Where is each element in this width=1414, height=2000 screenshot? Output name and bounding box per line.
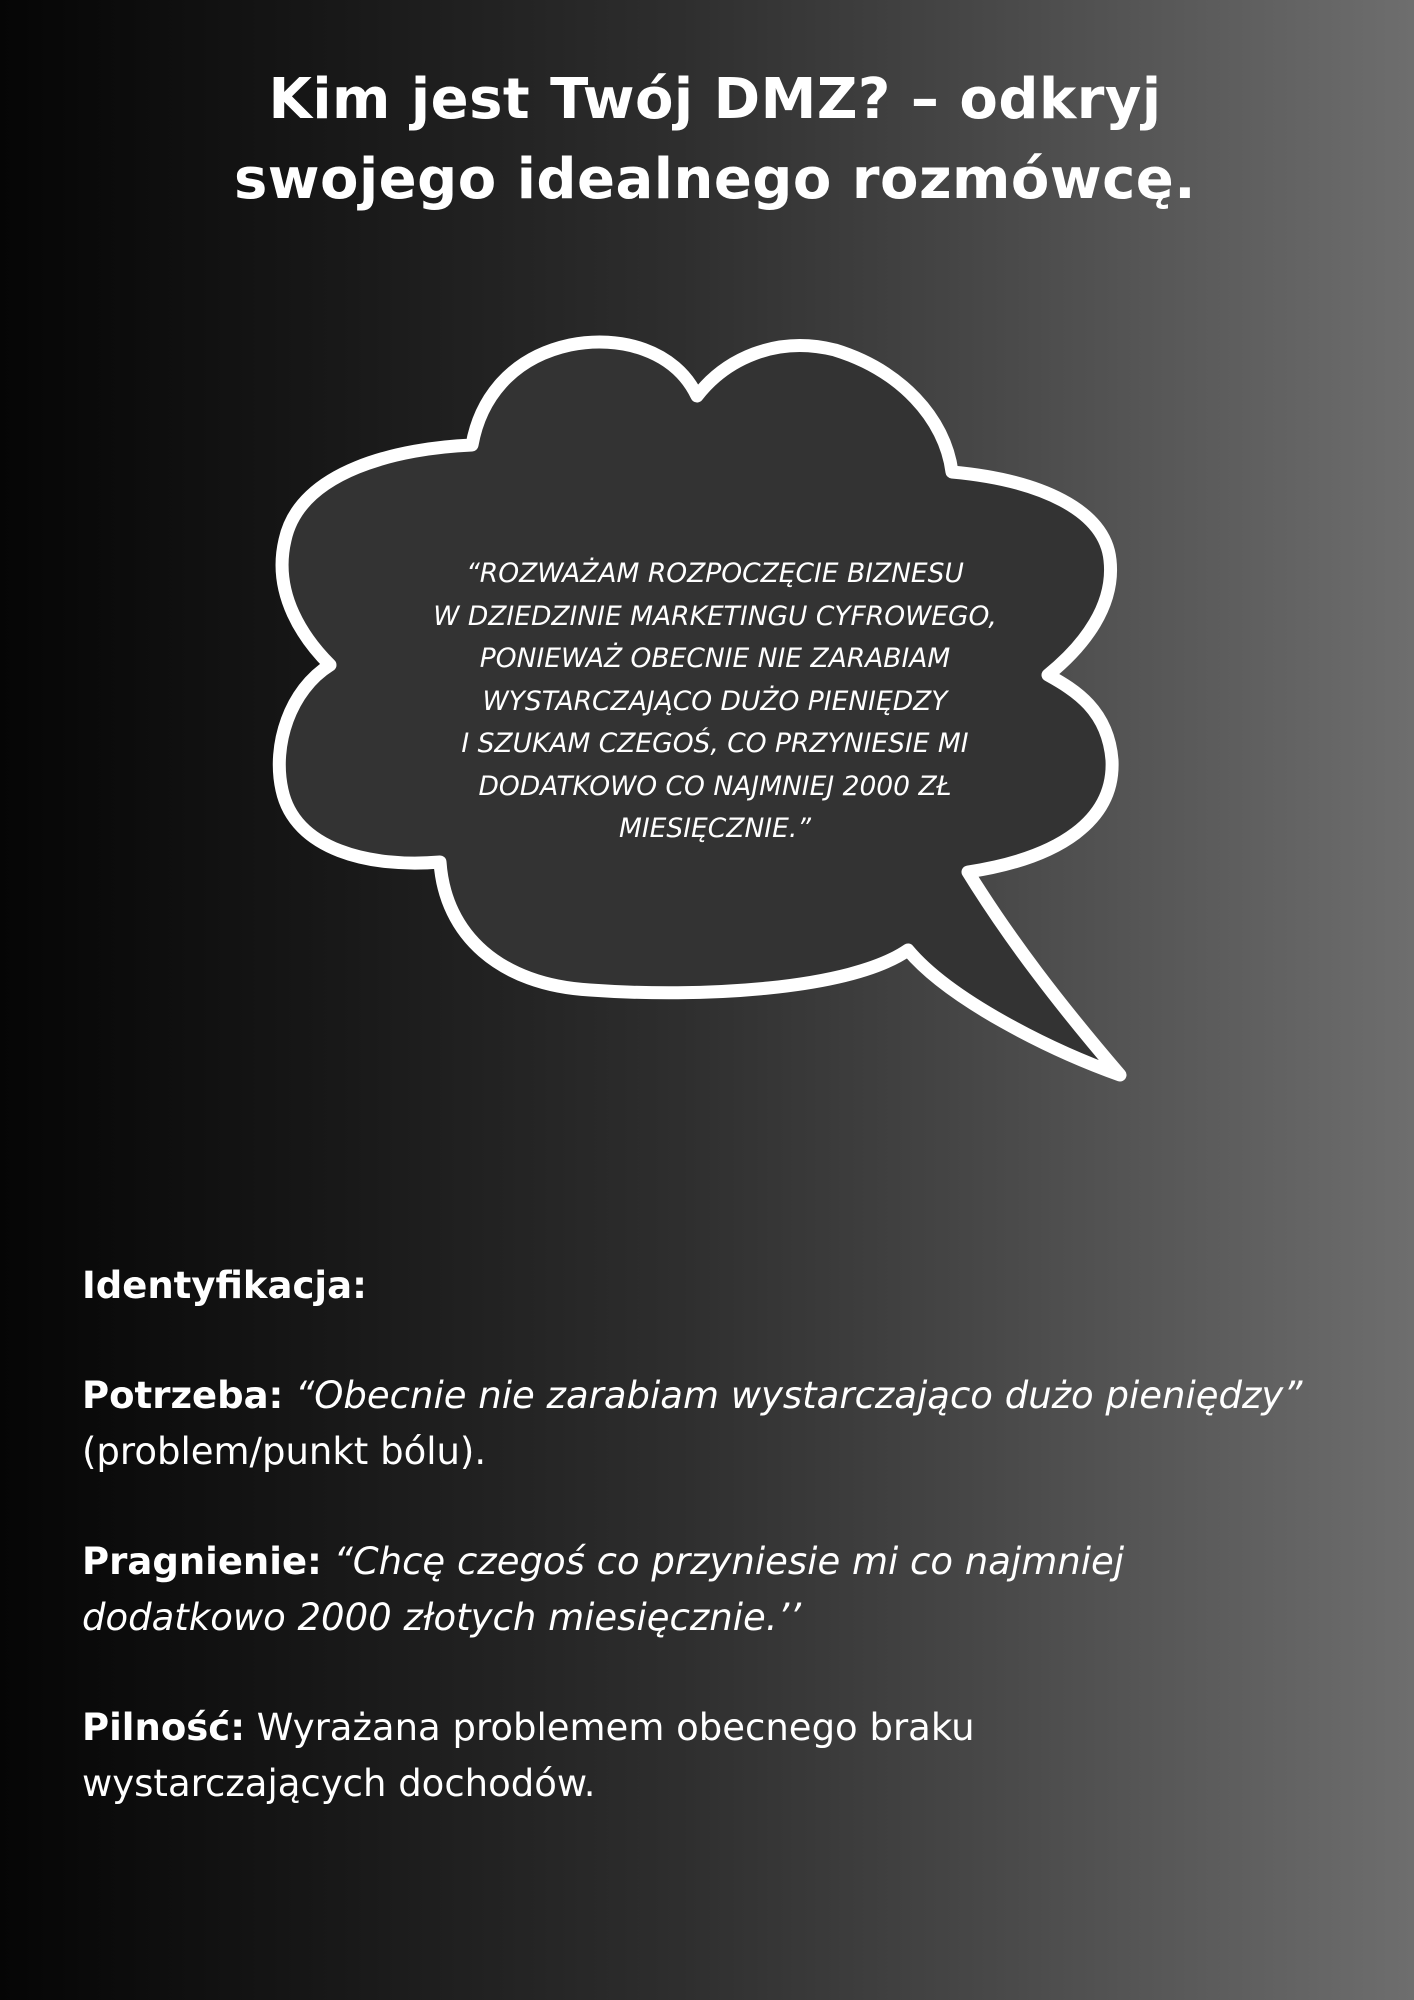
quote-line: MIESIĘCZNIE.” [619,813,811,844]
quote-line: “ROZWAŻAM ROZPOCZĘCIE BIZNESU [466,558,964,589]
need-line-1 [82,1368,1352,1424]
urgency-line-1 [82,1700,1352,1756]
desire-label: Pragnienie: [82,1540,322,1583]
need-label: Potrzeba: [82,1374,284,1417]
need-note: (problem/punkt bólu). [82,1430,487,1473]
speech-bubble-quote [370,553,1060,851]
desire-section [82,1534,1352,1646]
title-line-1: Kim jest Twój DMZ? – odkryj [268,67,1162,132]
identification-section [82,1258,1352,1314]
quote-line: DODATKOWO CO NAJMNIEJ 2000 ZŁ [478,770,952,802]
desire-quote-line-2: dodatkowo 2000 złotych miesięcznie.’’ [82,1596,802,1639]
urgency-section [82,1700,1352,1812]
desire-quote-line-1: “Chcę czegoś co przyniesie mi co najmniej [333,1540,1125,1583]
quote-line: W DZIEDZINIE MARKETINGU CYFROWEGO, [433,600,997,632]
quote-line: WYSTARCZAJĄCO DUŻO PIENIĘDZY [482,685,948,717]
quote-line: I SZUKAM CZEGOŚ, CO PRZYNIESIE MI [461,728,969,759]
need-section [82,1368,1352,1480]
urgency-label: Pilność: [82,1706,245,1749]
title-line-2: swojego idealnego rozmówcę. [233,147,1197,212]
urgency-text-line-1: Wyrażana problemem obecnego braku [256,1706,975,1749]
need-quote: “Obecnie nie zarabiam wystarczająco dużo pieniędzy” [295,1374,1303,1417]
desire-line-1 [82,1534,1352,1590]
quote-line: PONIEWAŻ OBECNIE NIE ZARABIAM [479,643,951,674]
identification-heading: Identyfikacja: [82,1264,367,1307]
urgency-text-line-2: wystarczających dochodów. [82,1762,596,1805]
